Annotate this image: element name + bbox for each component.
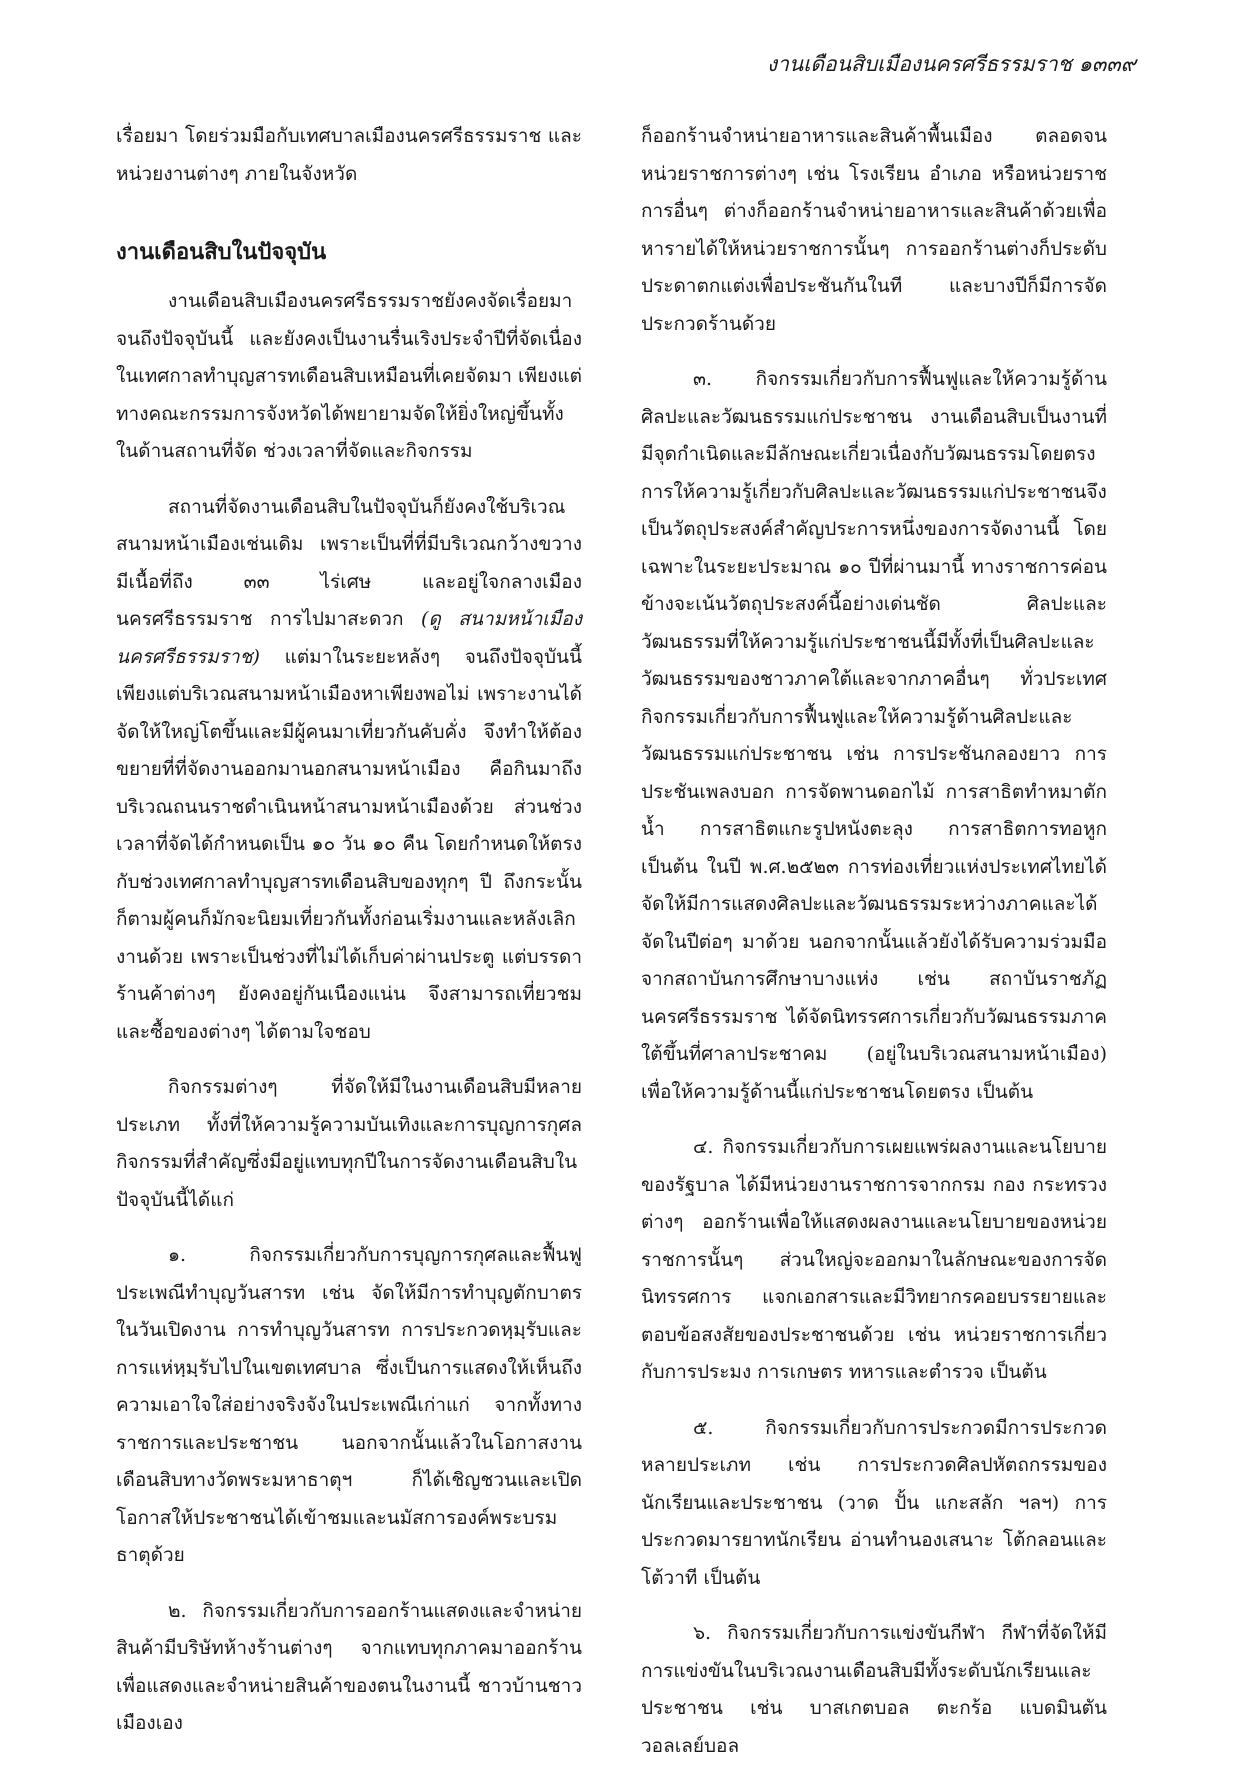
list-item-6: ๖. กิจกรรมเกี่ยวกับการแข่งขันกีฬา กีฬาที่จัดให้มีการแข่งขันในบริเวณงานเดือนสิบมีทั้งระดับนักเรียนและประชาชน เช่น บาสเกตบอล ตะกร้อ แบดมินตัน วอลเลย์บอล [641,1622,1107,1757]
section-heading: งานเดือนสิบในปัจจุบัน [116,239,327,265]
running-header: งานเดือนสิบเมืองนครศรีธรรมราช ๑๓๓๙ [766,52,1136,76]
list-item-1: ๑. กิจกรรมเกี่ยวกับการบุญการกุศลและฟื้นฟูประเพณีทำบุญวันสารท เช่น จัดให้มีการทำบุญตักบาตรในวันเปิดงาน การทำบุญวันสารท การประกวดหฺมฺรับและการแห่หฺมฺรับไปในเขตเทศบาล ซึ่งเป็นการแสดงให้เห็นถึงความเอาใจใส่อย่างจริงจังในประเพณีเก่าแก่ จากทั้งทางราชการและประชาชน นอกจากนั้นแล้วในโอกาสงานเดือนสิบทางวัดพระมหาธาตุฯ ก็ได้เชิญชวนและเปิดโอกาสให้ประชาชนได้เข้าชมและนมัสการองค์พระบรมธาตุด้วย [116,1244,582,1566]
paragraph-continued: ก็ออกร้านจำหน่ายอาหารและสินค้าพื้นเมือง ตลอดจนหน่วยราชการต่างๆ เช่น โรงเรียน อำเภอ หรือหน่วยราชการอื่นๆ ต่างก็ออกร้านจำหน่ายอาหารและสินค้าด้วยเพื่อหารายได้ให้หน่วยราชการนั้นๆ การออกร้านต่างก็ประดับประดาตกแต่งเพื่อประชันกันในที และบางปีก็มีการจัดประกวดร้านด้วย [641,125,1107,335]
paragraph: งานเดือนสิบเมืองนครศรีธรรมราชยังคงจัดเรื่อยมาจนถึงปัจจุบันนี้ และยังคงเป็นงานรื่นเริงประจำปีที่จัดเนื่องในเทศกาลทำบุญสารทเดือนสิบเหมือนที่เคยจัดมา เพียงแต่ทางคณะกรรมการจังหวัดได้พยายามจัดให้ยิ่งใหญ่ขึ้นทั้งในด้านสถานที่จัด ช่วงเวลาที่จัดและกิจกรรม [116,290,583,462]
paragraph: กิจกรรมต่างๆ ที่จัดให้มีในงานเดือนสิบมีหลายประเภท ทั้งที่ให้ความรู้ความบันเทิงและการบุญการกุศล กิจกรรมที่สำคัญซึ่งมีอยู่แทบทุกปีในการจัดงานเดือนสิบในปัจจุบันนี้ได้แก่ [116,1076,582,1211]
right-column [641,118,1107,1765]
list-item-3: ๓. กิจกรรมเกี่ยวกับการฟื้นฟูและให้ความรู้ด้านศิลปะและวัฒนธรรมแก่ประชาชน งานเดือนสิบเป็นงานที่มีจุดกำเนิดและมีลักษณะเกี่ยวเนื่องกับวัฒนธรรมโดยตรง การให้ความรู้เกี่ยวกับศิลปะและวัฒนธรรมแก่ประชาชนจึงเป็นวัตถุประสงค์สำคัญประการหนึ่งของการจัดงานนี้ โดยเฉพาะในระยะประมาณ ๑๐ ปีที่ผ่านมานี้ ทางราชการค่อนข้างจะเน้นวัตถุประสงค์นี้อย่างเด่นชัด ศิลปะและวัฒนธรรมที่ให้ความรู้แก่ประชาชนนี้มีทั้งที่เป็นศิลปะและวัฒนธรรมของชาวภาคใต้และจากภาคอื่นๆ ทั่วประเทศ กิจกรรมเกี่ยวกับการฟื้นฟูและให้ความรู้ด้านศิลปะและวัฒนธรรมแก่ประชาชน เช่น การประชันกลองยาว การประชันเพลงบอก การจัดพานดอกไม้ การสาธิตทำหมาตักน้ำ การสาธิตแกะรูปหนังตะลุง การสาธิตการทอหูก เป็นต้น ในปี พ.ศ.๒๕๒๓ การท่องเที่ยวแห่งประเทศไทยได้จัดให้มีการแสดงศิลปะและวัฒนธรรมระหว่างภาคและได้จัดในปีต่อๆ มาด้วย นอกจากนั้นแล้วยังได้รับความร่วมมือจากสถาบันการศึกษาบางแห่ง เช่น สถาบันราชภัฏนครศรีธรรมราช ได้จัดนิทรรศการเกี่ยวกับวัฒนธรรมภาคใต้ขึ้นที่ศาลาประชาคม (อยู่ในบริเวณสนามหน้าเมือง) เพื่อให้ความรู้ด้านนี้แก่ประชาชนโดยตรง เป็นต้น [641,368,1107,1103]
list-item-4: ๔. กิจกรรมเกี่ยวกับการเผยแพร่ผลงานและนโยบายของรัฐบาล ได้มีหน่วยงานราชการจากกรม กอง กระทรวงต่างๆ ออกร้านเพื่อให้แสดงผลงานและนโยบายของหน่วยราชการนั้นๆ ส่วนใหญ่จะออกมาในลักษณะของการจัดนิทรรศการ แจกเอกสารและมีวิทยากรคอยบรรยายและตอบข้อสงสัยของประชาชนด้วย เช่น หน่วยราชการเกี่ยวกับการประมง การเกษตร ทหารและตำรวจ เป็นต้น [641,1136,1107,1383]
cross-reference: (ดู สนามหน้าเมืองนครศรีธรรมราช) [116,608,582,668]
paragraph [116,489,582,1052]
list-item-5: ๕. กิจกรรมเกี่ยวกับการประกวดมีการประกวดหลายประเภท เช่น การประกวดศิลปหัตถกรรมของนักเรียนและประชาชน (วาด ปั้น แกะสลัก ฯลฯ) การประกวดมารยาทนักเรียน อ่านทำนองเสนาะ โต้กลอนและโต้วาที เป็นต้น [641,1416,1107,1589]
paragraph-text: สถานที่จัดงานเดือนสิบในปัจจุบันก็ยังคงใช้บริเวณสนามหน้าเมืองเช่นเดิม เพราะเป็นที่ที่มีบริเวณกว้างขวางมีเนื้อที่ถึง ๓๓ ไร่เศษ และอยู่ใจกลางเมืองนครศรีธรรมราช การไปมาสะดวก [116,495,582,630]
paragraph-continued: เรื่อยมา โดยร่วมมือกับเทศบาลเมืองนครศรีธรรมราช และหน่วยงานต่างๆ ภายในจังหวัด [116,125,582,185]
paragraph-text: แต่มาในระยะหลังๆ จนถึงปัจจุบันนี้เพียงแต่บริเวณสนามหน้าเมืองหาเพียงพอไม่ เพราะงานได้จัดให้ใหญ่โตขึ้นและมีผู้คนมาเที่ยวกันคับคั่ง จึงทำให้ต้องขยายที่ที่จัดงานออกมานอกสนามหน้าเมือง คือกินมาถึงบริเวณถนนราชดำเนินหน้าสนามหน้าเมืองด้วย ส่วนช่วงเวลาที่จัดได้กำหนดเป็น ๑๐ วัน ๑๐ คืน โดยกำหนดให้ตรงกับช่วงเทศกาลทำบุญสารทเดือนสิบของทุกๆ ปี ถึงกระนั้นก็ตามผู้คนก็มักจะนิยมเที่ยวกันทั้งก่อนเริ่มงานและหลังเลิกงานด้วย เพราะเป็นช่วงที่ไม่ได้เก็บค่าผ่านประตู แต่บรรดาร้านค้าต่างๆ ยังคงอยู่กันเนืองแน่น จึงสามารถเที่ยวชมและซื้อของต่างๆ ได้ตามใจชอบ [116,645,582,1043]
list-item-2: ๒. กิจกรรมเกี่ยวกับการออกร้านแสดงและจำหน่ายสินค้ามีบริษัทห้างร้านต่างๆ จากแทบทุกภาคมาออกร้านเพื่อแสดงและจำหน่ายสินค้าของตนในงานนี้ ชาวบ้านชาวเมืองเอง [116,1599,582,1734]
left-column [116,118,582,1743]
